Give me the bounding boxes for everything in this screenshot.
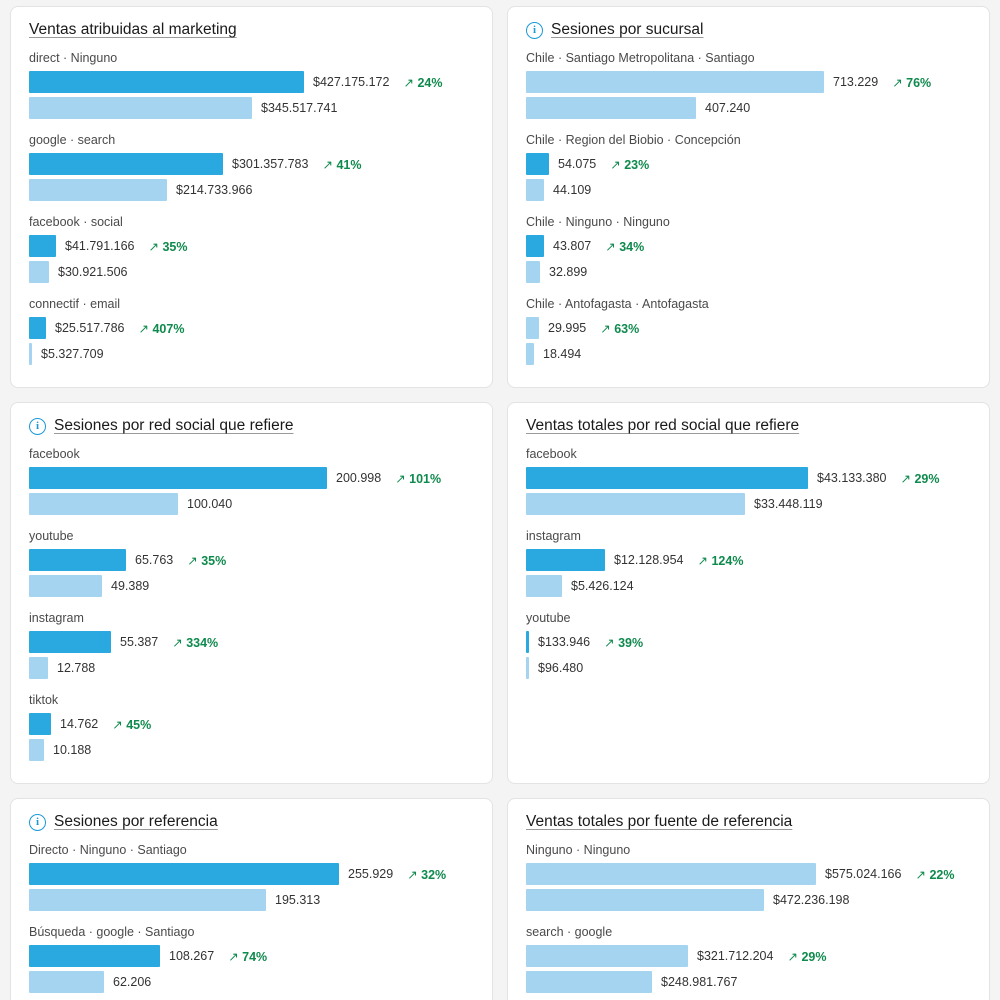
- bar-current[interactable]: [526, 71, 824, 93]
- bar-previous[interactable]: [29, 261, 49, 283]
- delta-badge: [403, 75, 442, 90]
- bar-value-current: $133.946: [538, 635, 591, 649]
- bar-value-previous: $248.981.767: [661, 975, 738, 989]
- trend-up-icon: ↗: [892, 75, 903, 90]
- delta-value: 29%: [914, 471, 940, 486]
- bar-value-previous: 32.899: [549, 265, 588, 279]
- bar-group: [29, 693, 474, 761]
- delta-badge: [698, 553, 744, 568]
- chart-card: [10, 798, 493, 1000]
- bar-current[interactable]: [29, 549, 126, 571]
- bar-value-current: 55.387: [120, 635, 159, 649]
- bar-previous[interactable]: [29, 971, 104, 993]
- bar-current[interactable]: [526, 467, 808, 489]
- delta-badge: [112, 717, 151, 732]
- delta-value: 32%: [421, 867, 447, 882]
- card-header: [29, 21, 474, 39]
- bar-row: [29, 179, 474, 201]
- bar-row: [29, 739, 474, 761]
- bar-row: [526, 235, 971, 257]
- bar-group-label: instagram: [29, 611, 84, 625]
- delta-badge: [600, 321, 639, 336]
- bar-row: [29, 343, 474, 365]
- bar-group-label: Chile · Antofagasta · Antofagasta: [526, 297, 709, 311]
- bar-row: [29, 631, 474, 653]
- delta-value: 63%: [614, 321, 640, 336]
- delta-value: 35%: [201, 553, 227, 568]
- bar-value-previous: 407.240: [705, 101, 751, 115]
- bar-previous[interactable]: [29, 493, 178, 515]
- delta-badge: [892, 75, 931, 90]
- delta-badge: [915, 867, 954, 882]
- delta-value: 334%: [186, 635, 219, 650]
- bar-group-label: connectif · email: [29, 297, 121, 311]
- bar-row: [526, 71, 971, 93]
- bar-group: [29, 447, 474, 515]
- bar-row: [526, 467, 971, 489]
- delta-badge: [139, 321, 185, 336]
- bar-group: [526, 215, 971, 283]
- bar-group-label: facebook: [29, 447, 80, 461]
- bar-current[interactable]: [526, 317, 539, 339]
- bar-row: [29, 71, 474, 93]
- bar-row: [526, 889, 971, 911]
- bar-group: [29, 133, 474, 201]
- delta-value: 74%: [242, 949, 268, 964]
- bar-current[interactable]: [526, 945, 688, 967]
- delta-value: 29%: [801, 949, 827, 964]
- delta-badge: [228, 949, 267, 964]
- trend-up-icon: ↗: [787, 949, 798, 964]
- bar-group-label: Búsqueda · google · Santiago: [29, 925, 195, 939]
- bar-value-previous: $345.517.741: [261, 101, 338, 115]
- bar-value-current: $301.357.783: [232, 157, 309, 171]
- bar-value-previous: 100.040: [187, 497, 233, 511]
- bar-row: [526, 945, 971, 967]
- delta-value: 101%: [409, 471, 442, 486]
- delta-value: 22%: [929, 867, 955, 882]
- bar-current[interactable]: [526, 235, 544, 257]
- bar-row: [29, 575, 474, 597]
- bar-current[interactable]: [29, 467, 327, 489]
- bar-group-label: Ninguno · Ninguno: [526, 843, 631, 857]
- bar-row: [29, 493, 474, 515]
- bar-current[interactable]: [29, 713, 51, 735]
- bar-previous[interactable]: [29, 343, 32, 365]
- bar-row: [526, 317, 971, 339]
- bar-value-current: $575.024.166: [825, 867, 902, 881]
- bar-row: [526, 153, 971, 175]
- bar-previous[interactable]: [29, 739, 44, 761]
- bar-current[interactable]: [29, 71, 304, 93]
- bar-current[interactable]: [29, 235, 56, 257]
- info-icon[interactable]: i: [526, 22, 543, 39]
- bar-current[interactable]: [526, 153, 549, 175]
- bar-group: [526, 51, 971, 119]
- bar-row: [526, 971, 971, 993]
- bar-group: [526, 529, 971, 597]
- bar-value-previous: 62.206: [113, 975, 152, 989]
- delta-value: 23%: [624, 157, 650, 172]
- bar-previous[interactable]: [526, 261, 540, 283]
- bar-group-label: direct · Ninguno: [29, 51, 118, 65]
- chart-card: [507, 6, 990, 388]
- bar-group-label: instagram: [526, 529, 581, 543]
- trend-up-icon: ↗: [138, 321, 149, 336]
- chart-title: Sesiones por red social que refiere: [54, 417, 294, 434]
- delta-badge: [901, 471, 940, 486]
- trend-up-icon: ↗: [407, 867, 418, 882]
- bar-previous[interactable]: [29, 889, 266, 911]
- bar-value-current: 65.763: [135, 553, 174, 567]
- trend-up-icon: ↗: [322, 157, 333, 172]
- bar-value-current: $43.133.380: [817, 471, 887, 485]
- bar-group-label: youtube: [29, 529, 74, 543]
- chart-title: Sesiones por sucursal: [551, 21, 704, 38]
- bar-value-current: 14.762: [60, 717, 99, 731]
- bar-row: [526, 493, 971, 515]
- delta-badge: [787, 949, 826, 964]
- bar-value-current: $25.517.786: [55, 321, 125, 335]
- bar-value-current: 108.267: [169, 949, 215, 963]
- delta-badge: [605, 239, 644, 254]
- bar-group-label: Directo · Ninguno · Santiago: [29, 843, 187, 857]
- bar-row: [29, 889, 474, 911]
- delta-value: 34%: [619, 239, 645, 254]
- bar-group: [29, 843, 474, 911]
- trend-up-icon: ↗: [900, 471, 911, 486]
- bar-group-label: Chile · Ninguno · Ninguno: [526, 215, 670, 229]
- bar-row: [29, 97, 474, 119]
- bar-value-previous: $214.733.966: [176, 183, 253, 197]
- delta-badge: [172, 635, 218, 650]
- bar-value-current: $41.791.166: [65, 239, 135, 253]
- bar-row: [526, 343, 971, 365]
- trend-up-icon: ↗: [228, 949, 239, 964]
- bar-row: [29, 549, 474, 571]
- chart-title: Ventas totales por red social que refiere: [526, 417, 800, 434]
- bar-group-label: facebook · social: [29, 215, 123, 229]
- bar-value-current: 255.929: [348, 867, 394, 881]
- bar-group: [526, 843, 971, 911]
- bar-group: [29, 297, 474, 365]
- delta-badge: [604, 635, 643, 650]
- info-icon[interactable]: i: [29, 418, 46, 435]
- bar-value-previous: $5.327.709: [41, 347, 104, 361]
- bar-value-previous: $30.921.506: [58, 265, 128, 279]
- bar-value-current: 29.995: [548, 321, 587, 335]
- bar-current[interactable]: [29, 153, 223, 175]
- bar-group-label: search · google: [526, 925, 613, 939]
- bar-group: [29, 51, 474, 119]
- bar-group-label: youtube: [526, 611, 571, 625]
- bar-row: [29, 713, 474, 735]
- bar-row: [526, 179, 971, 201]
- bar-row: [29, 971, 474, 993]
- bar-previous[interactable]: [526, 493, 745, 515]
- chart-card: [507, 798, 990, 1000]
- bar-value-current: 713.229: [833, 75, 879, 89]
- bar-group: [526, 133, 971, 201]
- bar-value-current: $321.712.204: [697, 949, 774, 963]
- bar-value-previous: 12.788: [57, 661, 96, 675]
- bar-row: [29, 657, 474, 679]
- bar-value-previous: 49.389: [111, 579, 150, 593]
- chart-title: Ventas totales por fuente de referencia: [526, 813, 793, 830]
- bar-row: [29, 317, 474, 339]
- bar-current[interactable]: [29, 631, 111, 653]
- bar-row: [526, 575, 971, 597]
- bar-value-previous: $472.236.198: [773, 893, 850, 907]
- bar-value-previous: 10.188: [53, 743, 92, 757]
- delta-value: 76%: [906, 75, 932, 90]
- trend-up-icon: ↗: [112, 717, 123, 732]
- trend-up-icon: ↗: [403, 75, 414, 90]
- delta-badge: [322, 157, 361, 172]
- card-header: [526, 417, 971, 435]
- bar-row: [29, 467, 474, 489]
- bar-current[interactable]: [29, 317, 46, 339]
- delta-badge: [187, 553, 226, 568]
- bar-group: [29, 925, 474, 993]
- bar-value-previous: $5.426.124: [571, 579, 634, 593]
- bar-previous[interactable]: [526, 575, 562, 597]
- chart-card: [507, 402, 990, 784]
- bar-previous[interactable]: [526, 97, 696, 119]
- bar-previous[interactable]: [29, 575, 102, 597]
- bar-row: [29, 261, 474, 283]
- card-header: [29, 813, 474, 831]
- bar-row: [526, 97, 971, 119]
- delta-badge: [610, 157, 649, 172]
- bar-current[interactable]: [29, 863, 339, 885]
- bar-value-current: 200.998: [336, 471, 382, 485]
- chart-title: Ventas atribuidas al marketing: [29, 21, 237, 38]
- bar-group: [526, 611, 971, 679]
- bar-value-previous: $96.480: [538, 661, 584, 675]
- bar-group: [526, 925, 971, 993]
- delta-value: 41%: [336, 157, 362, 172]
- delta-value: 39%: [618, 635, 644, 650]
- info-icon[interactable]: i: [29, 814, 46, 831]
- trend-up-icon: ↗: [187, 553, 198, 568]
- chart-card: [10, 402, 493, 784]
- delta-value: 407%: [152, 321, 185, 336]
- bar-group-label: Chile · Region del Biobio · Concepción: [526, 133, 741, 147]
- card-header: [29, 417, 474, 435]
- bar-group-label: facebook: [526, 447, 577, 461]
- bar-row: [526, 549, 971, 571]
- bar-row: [526, 631, 971, 653]
- bar-group-label: tiktok: [29, 693, 59, 707]
- bar-group: [526, 297, 971, 365]
- bar-previous[interactable]: [526, 343, 534, 365]
- trend-up-icon: ↗: [697, 553, 708, 568]
- bar-row: [29, 153, 474, 175]
- trend-up-icon: ↗: [600, 321, 611, 336]
- bar-row: [29, 235, 474, 257]
- bar-value-previous: 195.313: [275, 893, 321, 907]
- trend-up-icon: ↗: [605, 239, 616, 254]
- trend-up-icon: ↗: [395, 471, 406, 486]
- bar-current[interactable]: [526, 863, 816, 885]
- delta-value: 35%: [162, 239, 188, 254]
- delta-value: 45%: [126, 717, 152, 732]
- bar-previous[interactable]: [526, 657, 529, 679]
- delta-badge: [407, 867, 446, 882]
- bar-previous[interactable]: [526, 179, 544, 201]
- bar-previous[interactable]: [526, 971, 652, 993]
- bar-current[interactable]: [526, 549, 605, 571]
- bar-previous[interactable]: [29, 97, 252, 119]
- bar-group: [29, 529, 474, 597]
- delta-badge: [395, 471, 441, 486]
- bar-row: [526, 657, 971, 679]
- chart-card: [10, 6, 493, 388]
- delta-value: 124%: [711, 553, 744, 568]
- bar-group: [29, 611, 474, 679]
- bar-value-previous: 18.494: [543, 347, 582, 361]
- bar-row: [526, 863, 971, 885]
- bar-value-current: $427.175.172: [313, 75, 390, 89]
- trend-up-icon: ↗: [148, 239, 159, 254]
- bar-value-current: 43.807: [553, 239, 592, 253]
- bar-row: [29, 863, 474, 885]
- bar-previous[interactable]: [526, 889, 764, 911]
- trend-up-icon: ↗: [172, 635, 183, 650]
- bar-row: [29, 945, 474, 967]
- bar-previous[interactable]: [29, 179, 167, 201]
- delta-badge: [149, 239, 188, 254]
- bar-row: [526, 261, 971, 283]
- trend-up-icon: ↗: [604, 635, 615, 650]
- bar-group: [526, 447, 971, 515]
- bar-current[interactable]: [29, 945, 160, 967]
- bar-previous[interactable]: [29, 657, 48, 679]
- trend-up-icon: ↗: [610, 157, 621, 172]
- bar-value-current: $12.128.954: [614, 553, 684, 567]
- bar-group-label: Chile · Santiago Metropolitana · Santiago: [526, 51, 755, 65]
- bar-current[interactable]: [526, 631, 529, 653]
- card-header: [526, 21, 971, 39]
- bar-value-previous: $33.448.119: [754, 497, 823, 511]
- chart-title: Sesiones por referencia: [54, 813, 218, 830]
- card-header: [526, 813, 971, 831]
- trend-up-icon: ↗: [915, 867, 926, 882]
- bar-group: [29, 215, 474, 283]
- bar-group-label: google · search: [29, 133, 116, 147]
- bar-value-current: 54.075: [558, 157, 597, 171]
- bar-value-previous: 44.109: [553, 183, 592, 197]
- delta-value: 24%: [417, 75, 443, 90]
